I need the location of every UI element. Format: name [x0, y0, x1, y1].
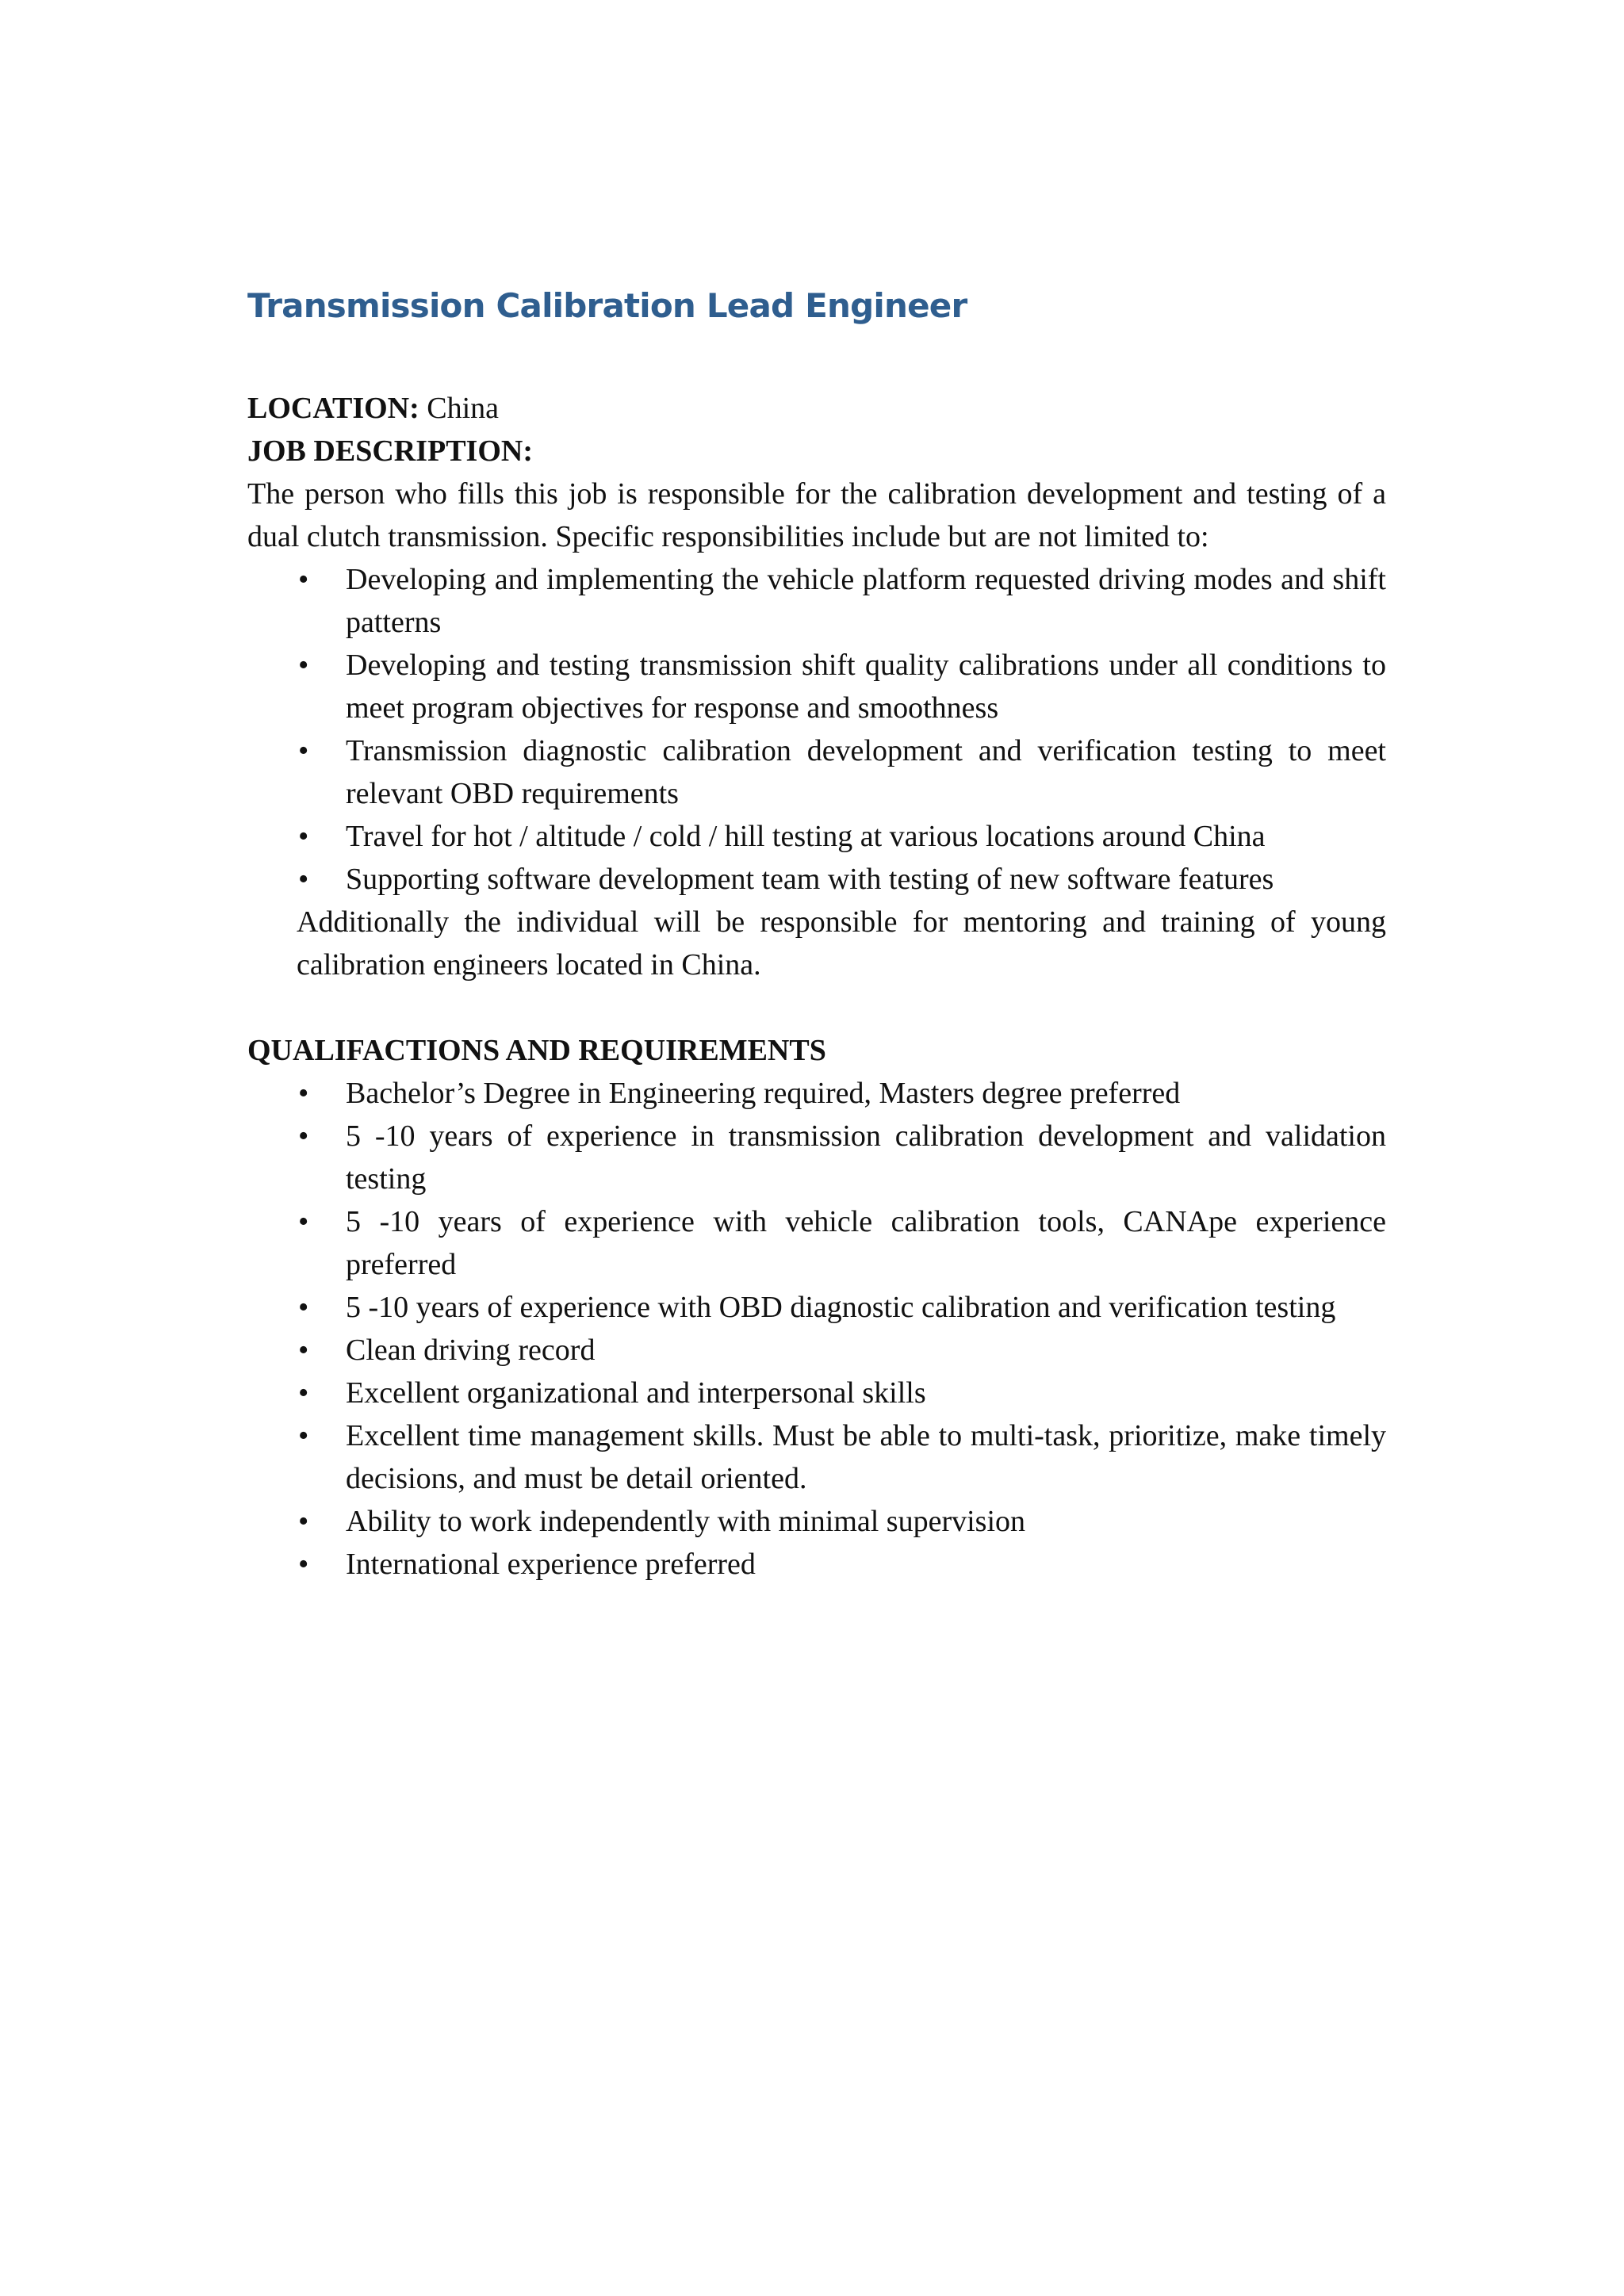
list-item: • 5 -10 years of experience with vehicle calibration tools, CANApe experience preferred — [346, 1200, 1386, 1286]
job-description-intro: The person who fills this job is responsible for the calibration development and testing of a dual clutch transmission. Specific responsibilities include but are not limited to: — [247, 477, 1386, 553]
bullet-icon: • — [298, 1376, 309, 1410]
bullet-icon: • — [298, 863, 309, 896]
list-item: • 5 -10 years of experience in transmission calibration development and validation testing — [346, 1115, 1386, 1200]
document-page — [247, 282, 1386, 1586]
list-item: • Bachelor’s Degree in Engineering required, Masters degree preferred — [346, 1072, 1386, 1115]
list-item: • 5 -10 years of experience with OBD diagnostic calibration and verification testing — [346, 1286, 1386, 1329]
bullet-icon: • — [298, 1291, 309, 1324]
qualifications-list — [247, 1072, 1386, 1586]
list-item: • Developing and testing transmission shift quality calibrations under all conditions to meet program objectives for response and smoothness — [346, 644, 1386, 729]
bullet-icon: • — [298, 734, 309, 767]
list-item: • Transmission diagnostic calibration development and verification testing to meet relevant OBD requirements — [346, 729, 1386, 815]
list-item: • Ability to work independently with minimal supervision — [346, 1500, 1386, 1543]
bullet-icon: • — [298, 1419, 309, 1452]
responsibilities-list — [247, 558, 1386, 901]
list-item: • International experience preferred — [346, 1543, 1386, 1586]
list-item: • Excellent time management skills. Must be able to multi-task, prioritize, make timely decisions, and must be detail oriented. — [346, 1414, 1386, 1500]
bullet-icon: • — [298, 563, 309, 596]
list-item: • Travel for hot / altitude / cold / hill testing at various locations around China — [346, 815, 1386, 858]
list-item: • Supporting software development team with testing of new software features — [346, 858, 1386, 901]
location-label: LOCATION: — [247, 392, 419, 425]
bullet-icon: • — [298, 1077, 309, 1110]
job-description-heading: JOB DESCRIPTION: — [247, 434, 533, 468]
list-item: • Clean driving record — [346, 1329, 1386, 1372]
bullet-icon: • — [298, 1205, 309, 1238]
bullet-icon: • — [298, 1334, 309, 1367]
bullet-icon: • — [298, 649, 309, 682]
location-line — [247, 387, 1386, 430]
bullet-icon: • — [298, 820, 309, 853]
list-item: • Excellent organizational and interpersonal skills — [346, 1372, 1386, 1414]
job-title: Transmission Calibration Lead Engineer — [247, 286, 967, 325]
list-item: • Developing and implementing the vehicle platform requested driving modes and shift patterns — [346, 558, 1386, 644]
bullet-icon: • — [298, 1548, 309, 1581]
additional-paragraph: Additionally the individual will be responsible for mentoring and training of young calibration engineers located in China. — [297, 905, 1386, 982]
location-value: China — [427, 392, 500, 425]
qualifications-heading: QUALIFACTIONS AND REQUIREMENTS — [247, 1034, 826, 1067]
bullet-icon: • — [298, 1505, 309, 1538]
bullet-icon: • — [298, 1119, 309, 1153]
